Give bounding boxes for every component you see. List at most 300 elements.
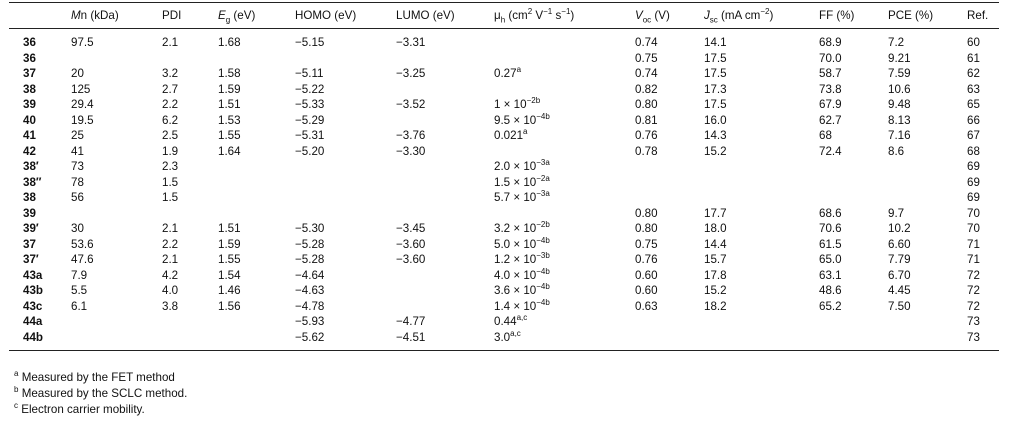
header-row [9, 3, 999, 29]
cell-mn: 41 [71, 144, 84, 158]
cell-jsc: 17.7 [704, 206, 727, 220]
cell-ref: 65 [967, 98, 980, 111]
cell-pdi: 2.1 [162, 222, 179, 235]
cell-pce: 9.48 [888, 98, 911, 111]
cell-ff: 48.6 [819, 284, 842, 297]
mobility-value: 4.0 × 10 [494, 268, 537, 282]
cell-mn [71, 314, 162, 330]
table-row [9, 330, 999, 351]
cell-pce: 4.45 [888, 284, 911, 297]
mobility-value: 5.7 × 10 [494, 191, 537, 204]
cell-lumo [396, 175, 494, 191]
cell-jsc: 16.0 [704, 113, 727, 127]
cell-lumo [396, 206, 494, 222]
cell-homo: −5.62 [295, 330, 325, 344]
footnote-mark: a [545, 158, 550, 168]
cell-lumo [396, 159, 494, 175]
cell-compound: 39 [23, 206, 36, 220]
cell-ref: 69 [967, 191, 980, 204]
cell-mn: 19.5 [71, 113, 94, 127]
cell-eg [218, 206, 295, 222]
cell-pdi: 2.2 [162, 98, 179, 111]
cell-compound: 38′ [23, 160, 39, 173]
cell-jsc [704, 314, 819, 330]
mobility-exponent: −4 [536, 235, 546, 245]
cell-compound: 40 [23, 113, 36, 127]
cell-homo: −5.22 [295, 82, 325, 96]
cell-mu [494, 159, 635, 175]
cell-jsc: 17.5 [704, 51, 727, 65]
cell-pdi: 2.1 [162, 36, 179, 49]
footnote-mark: b [545, 297, 550, 307]
footnote [14, 386, 187, 402]
cell-voc [635, 314, 704, 330]
cell-mu [494, 29, 635, 51]
mobility-value: 0.021 [494, 129, 524, 142]
cell-pdi: 6.2 [162, 113, 179, 127]
cell-mu [494, 299, 635, 315]
footnote-mark: a,c [510, 328, 521, 338]
table-row [9, 97, 999, 113]
mobility-value: 3.2 × 10 [494, 222, 537, 235]
cell-eg: 1.54 [218, 268, 241, 282]
cell-compound: 44b [23, 330, 43, 344]
cell-eg [218, 175, 295, 191]
header-ref: Ref. [967, 9, 989, 22]
header-mobility: $\mu_h$ ($cm^2$ $V^{-1}$ $s^{-1}$) [494, 7, 575, 25]
cell-mu [494, 314, 635, 330]
mobility-value: 1.5 × 10 [494, 175, 537, 189]
table-container [9, 2, 999, 351]
cell-pce: 10.2 [888, 222, 911, 235]
table-row [9, 113, 999, 129]
cell-ff: 68.9 [819, 36, 842, 49]
footnote-mark: a [523, 127, 528, 137]
cell-eg: 1.46 [218, 284, 241, 297]
cell-ref: 67 [967, 129, 980, 142]
cell-pce: 7.59 [888, 67, 911, 80]
cell-ff: 68 [819, 129, 832, 142]
cell-homo: −4.63 [295, 284, 325, 297]
cell-jsc: 14.1 [704, 36, 727, 49]
cell-ref: 63 [967, 82, 980, 96]
cell-homo [295, 159, 396, 175]
mobility-exponent: −4 [536, 282, 546, 292]
cell-jsc [704, 190, 819, 206]
cell-mn: 6.1 [71, 299, 88, 313]
mobility-exponent: −3 [536, 158, 546, 168]
cell-pdi: 3.8 [162, 299, 179, 313]
table-row [9, 66, 999, 82]
footnote-mark: b [545, 111, 550, 121]
header-pdi: PDI [162, 9, 182, 22]
header-ff: FF (%) [819, 9, 855, 22]
cell-homo: −5.30 [295, 222, 325, 235]
table-row [9, 237, 999, 253]
cell-voc: 0.74 [635, 36, 658, 49]
cell-eg: 1.51 [218, 98, 241, 111]
cell-ff: 70.0 [819, 51, 842, 65]
cell-mn [71, 206, 162, 222]
mobility-value: 2.0 × 10 [494, 160, 537, 173]
cell-pdi [162, 51, 218, 67]
cell-pdi: 2.7 [162, 82, 179, 96]
cell-mu [494, 66, 635, 82]
footnote-mark: b [545, 266, 550, 276]
cell-eg: 1.64 [218, 144, 241, 158]
cell-jsc: 17.3 [704, 82, 727, 96]
header-compound [9, 3, 71, 29]
cell-eg: 1.51 [218, 222, 241, 235]
cell-ff: 67.9 [819, 98, 842, 111]
cell-pce: 6.70 [888, 268, 911, 282]
cell-ref: 73 [967, 330, 980, 344]
footnote-mark: a,c [516, 313, 528, 323]
cell-ff: 68.6 [819, 206, 842, 220]
cell-mu [494, 51, 635, 67]
cell-mn: 25 [71, 129, 84, 142]
cell-ff: 72.4 [819, 144, 842, 158]
footnote-mark: a [14, 369, 19, 379]
cell-mn: 73 [71, 160, 84, 173]
cell-compound: 44a [23, 315, 43, 328]
cell-ref: 66 [967, 113, 980, 127]
cell-jsc: 17.5 [704, 67, 727, 80]
cell-pdi: 4.0 [162, 284, 179, 297]
cell-compound: 36 [23, 51, 36, 65]
cell-pdi: 2.5 [162, 129, 179, 142]
header-lumo: LUMO (eV) [396, 9, 455, 22]
footnote-mark: b [14, 385, 19, 395]
cell-homo: −5.15 [295, 36, 325, 49]
mobility-value: 1.4 × 10 [494, 299, 537, 313]
cell-lumo: −4.51 [396, 330, 426, 344]
cell-eg: 1.55 [218, 253, 241, 266]
cell-compound: 43a [23, 268, 43, 282]
table-row [9, 159, 999, 175]
mobility-value: 3.0 [494, 330, 511, 344]
cell-voc: 0.82 [635, 82, 658, 96]
cell-mu [494, 82, 635, 98]
cell-eg: 1.59 [218, 237, 241, 251]
table-row [9, 51, 999, 67]
cell-pce: 10.6 [888, 82, 911, 96]
cell-pce [888, 159, 967, 175]
table-row [9, 252, 999, 268]
footnote-mark: b [545, 235, 550, 245]
cell-ref: 70 [967, 206, 980, 220]
cell-voc [635, 159, 704, 175]
cell-voc: 0.76 [635, 129, 658, 142]
cell-eg [218, 159, 295, 175]
footnotes [14, 370, 187, 418]
cell-jsc [704, 330, 819, 351]
cell-jsc: 14.3 [704, 129, 727, 142]
table-row [9, 206, 999, 222]
table-row [9, 268, 999, 284]
cell-ref: 72 [967, 284, 980, 297]
cell-pdi: 2.3 [162, 160, 179, 173]
cell-ff [819, 175, 888, 191]
footnote-mark: b [545, 282, 550, 292]
header-homo: HOMO (eV) [295, 9, 357, 22]
cell-jsc [704, 159, 819, 175]
cell-pdi: 3.2 [162, 67, 179, 80]
footnote-text: Measured by the FET method [21, 371, 175, 384]
cell-compound: 38″ [23, 175, 42, 189]
cell-mn [71, 51, 162, 67]
cell-mu [494, 330, 635, 351]
mobility-exponent: −3 [536, 189, 546, 199]
cell-homo: −4.78 [295, 299, 325, 313]
cell-mn [71, 330, 162, 351]
cell-compound: 37′ [23, 253, 39, 266]
cell-voc [635, 175, 704, 191]
cell-mn: 30 [71, 222, 84, 235]
cell-voc: 0.60 [635, 284, 658, 297]
cell-ff: 62.7 [819, 113, 842, 127]
cell-pce: 7.50 [888, 299, 911, 313]
mobility-value: 5.0 × 10 [494, 237, 537, 251]
cell-homo [295, 175, 396, 191]
cell-compound: 43c [23, 299, 43, 313]
table-row [9, 221, 999, 237]
table-row [9, 175, 999, 191]
cell-voc: 0.80 [635, 98, 658, 111]
cell-pce [888, 175, 967, 191]
cell-ff [819, 190, 888, 206]
cell-ff: 61.5 [819, 237, 842, 251]
cell-mu [494, 190, 635, 206]
cell-homo: −5.29 [295, 113, 325, 127]
cell-jsc: 17.8 [704, 268, 727, 282]
footnote-text: Electron carrier mobility. [21, 403, 145, 416]
cell-lumo [396, 113, 494, 129]
cell-lumo [396, 51, 494, 67]
cell-ref: 71 [967, 253, 980, 266]
cell-mu [494, 252, 635, 268]
cell-compound: 37 [23, 237, 36, 251]
cell-homo: −4.64 [295, 268, 325, 282]
mobility-value: 1.2 × 10 [494, 253, 537, 266]
cell-voc: 0.75 [635, 237, 658, 251]
cell-lumo [396, 190, 494, 206]
cell-voc: 0.81 [635, 113, 658, 127]
cell-pdi [162, 330, 218, 351]
cell-eg: 1.56 [218, 299, 241, 313]
cell-mn: 56 [71, 191, 84, 204]
footnote-mark: b [535, 96, 541, 106]
cell-voc: 0.80 [635, 222, 658, 235]
cell-voc: 0.74 [635, 67, 658, 80]
cell-lumo [396, 82, 494, 98]
cell-mn: 78 [71, 175, 84, 189]
cell-eg: 1.55 [218, 129, 241, 142]
cell-homo: −5.31 [295, 129, 325, 142]
cell-eg [218, 330, 295, 351]
cell-eg: 1.59 [218, 82, 241, 96]
cell-lumo: −3.52 [396, 98, 426, 111]
cell-compound: 38 [23, 191, 36, 204]
cell-jsc: 18.0 [704, 222, 727, 235]
mobility-value: 0.27 [494, 67, 517, 80]
table-body [9, 29, 999, 351]
cell-pdi: 1.5 [162, 175, 179, 189]
cell-eg: 1.68 [218, 36, 241, 49]
cell-voc [635, 330, 704, 351]
cell-pce: 8.6 [888, 144, 905, 158]
cell-pce: 9.21 [888, 51, 911, 65]
cell-mu [494, 144, 635, 160]
cell-ref: 71 [967, 237, 980, 251]
footnote [14, 370, 187, 386]
table-row [9, 29, 999, 51]
cell-ff: 73.8 [819, 82, 842, 96]
cell-ff: 70.6 [819, 222, 842, 235]
cell-mn: 5.5 [71, 284, 88, 297]
cell-eg: 1.58 [218, 67, 241, 80]
cell-ref: 73 [967, 315, 980, 328]
header-eg: $E_g$ (eV) [218, 9, 256, 25]
cell-homo: −5.28 [295, 237, 325, 251]
cell-lumo: −3.31 [396, 36, 426, 49]
cell-ff [819, 159, 888, 175]
cell-pdi [162, 206, 218, 222]
cell-compound: 41 [23, 129, 36, 142]
cell-ff: 65.0 [819, 253, 842, 266]
mobility-exponent: −4 [536, 111, 546, 121]
cell-homo [295, 206, 396, 222]
cell-mn: 47.6 [71, 253, 94, 266]
cell-mn: 53.6 [71, 237, 94, 251]
header-pce: PCE (%) [888, 9, 934, 22]
footnote-mark: a [545, 173, 550, 183]
header-voc: $V_{oc}$ (V) [635, 9, 670, 25]
cell-pce: 7.79 [888, 253, 911, 266]
cell-pce: 9.7 [888, 206, 905, 220]
cell-mu [494, 237, 635, 253]
table-row [9, 283, 999, 299]
cell-ref: 70 [967, 222, 980, 235]
cell-ref: 61 [967, 51, 980, 65]
cell-mu [494, 283, 635, 299]
cell-eg [218, 314, 295, 330]
data-table [9, 2, 999, 351]
cell-lumo: −3.60 [396, 237, 426, 251]
mobility-exponent: −2 [526, 96, 536, 106]
cell-mn: 7.9 [71, 268, 88, 282]
cell-lumo: −3.30 [396, 144, 426, 158]
cell-voc: 0.63 [635, 299, 658, 313]
cell-voc: 0.76 [635, 253, 658, 266]
header-jsc: $J_{sc}$ (mA $cm^{-2}$) [704, 7, 774, 25]
cell-mu [494, 206, 635, 222]
cell-pdi: 1.5 [162, 191, 179, 204]
footnote [14, 402, 187, 418]
cell-homo: −5.93 [295, 315, 325, 328]
cell-voc: 0.75 [635, 51, 658, 65]
cell-mu [494, 268, 635, 284]
cell-pce: 6.60 [888, 237, 911, 251]
table-row [9, 128, 999, 144]
cell-compound: 38 [23, 82, 36, 96]
table-row [9, 190, 999, 206]
mobility-value: 3.6 × 10 [494, 284, 537, 297]
cell-eg [218, 51, 295, 67]
cell-lumo: −4.77 [396, 315, 426, 328]
cell-homo: −5.28 [295, 253, 325, 266]
cell-lumo [396, 268, 494, 284]
cell-eg: 1.53 [218, 113, 241, 127]
cell-homo: −5.20 [295, 144, 325, 158]
table-row [9, 82, 999, 98]
table-row [9, 314, 999, 330]
cell-mu [494, 175, 635, 191]
cell-voc: 0.60 [635, 268, 658, 282]
cell-mu [494, 113, 635, 129]
cell-lumo: −3.25 [396, 67, 426, 80]
cell-ref: 60 [967, 36, 980, 49]
cell-mn: 20 [71, 67, 84, 80]
cell-pce: 7.2 [888, 36, 905, 49]
cell-pce: 7.16 [888, 129, 911, 142]
cell-mu [494, 128, 635, 144]
cell-jsc: 15.2 [704, 284, 727, 297]
cell-compound: 42 [23, 144, 36, 158]
cell-ref: 72 [967, 268, 980, 282]
cell-jsc: 18.2 [704, 299, 727, 313]
cell-ref: 62 [967, 67, 980, 80]
cell-compound: 37 [23, 67, 36, 80]
cell-compound: 39 [23, 98, 36, 111]
cell-lumo: −3.60 [396, 253, 426, 266]
cell-pdi: 1.9 [162, 144, 179, 158]
cell-compound: 43b [23, 284, 43, 297]
cell-voc [635, 190, 704, 206]
cell-homo [295, 190, 396, 206]
cell-jsc: 14.4 [704, 237, 727, 251]
table-row [9, 144, 999, 160]
cell-lumo: −3.45 [396, 222, 426, 235]
cell-lumo [396, 299, 494, 315]
cell-pdi: 2.2 [162, 237, 179, 251]
cell-lumo: −3.76 [396, 129, 426, 142]
mobility-value: 9.5 × 10 [494, 113, 537, 127]
footnote-mark: c [14, 401, 18, 411]
cell-homo [295, 51, 396, 67]
cell-ref: 68 [967, 144, 980, 158]
cell-pdi: 4.2 [162, 268, 179, 282]
cell-ff: 58.7 [819, 67, 842, 80]
cell-jsc: 17.5 [704, 98, 727, 111]
cell-mn: 125 [71, 82, 91, 96]
mobility-value: 0.44 [494, 315, 517, 328]
cell-eg [218, 190, 295, 206]
mobility-exponent: −4 [536, 297, 546, 307]
header-mn: Mn (kDa) [71, 9, 119, 22]
mobility-exponent: −2 [536, 173, 546, 183]
cell-pce [888, 330, 967, 351]
cell-ref: 69 [967, 160, 980, 173]
cell-mu [494, 97, 635, 113]
cell-voc: 0.80 [635, 206, 658, 220]
mobility-exponent: −4 [536, 266, 546, 276]
cell-voc: 0.78 [635, 144, 658, 158]
footnote-text: Measured by the SCLC method. [21, 387, 188, 400]
cell-lumo [396, 283, 494, 299]
cell-pce: 8.13 [888, 113, 911, 127]
cell-mn: 29.4 [71, 98, 94, 111]
